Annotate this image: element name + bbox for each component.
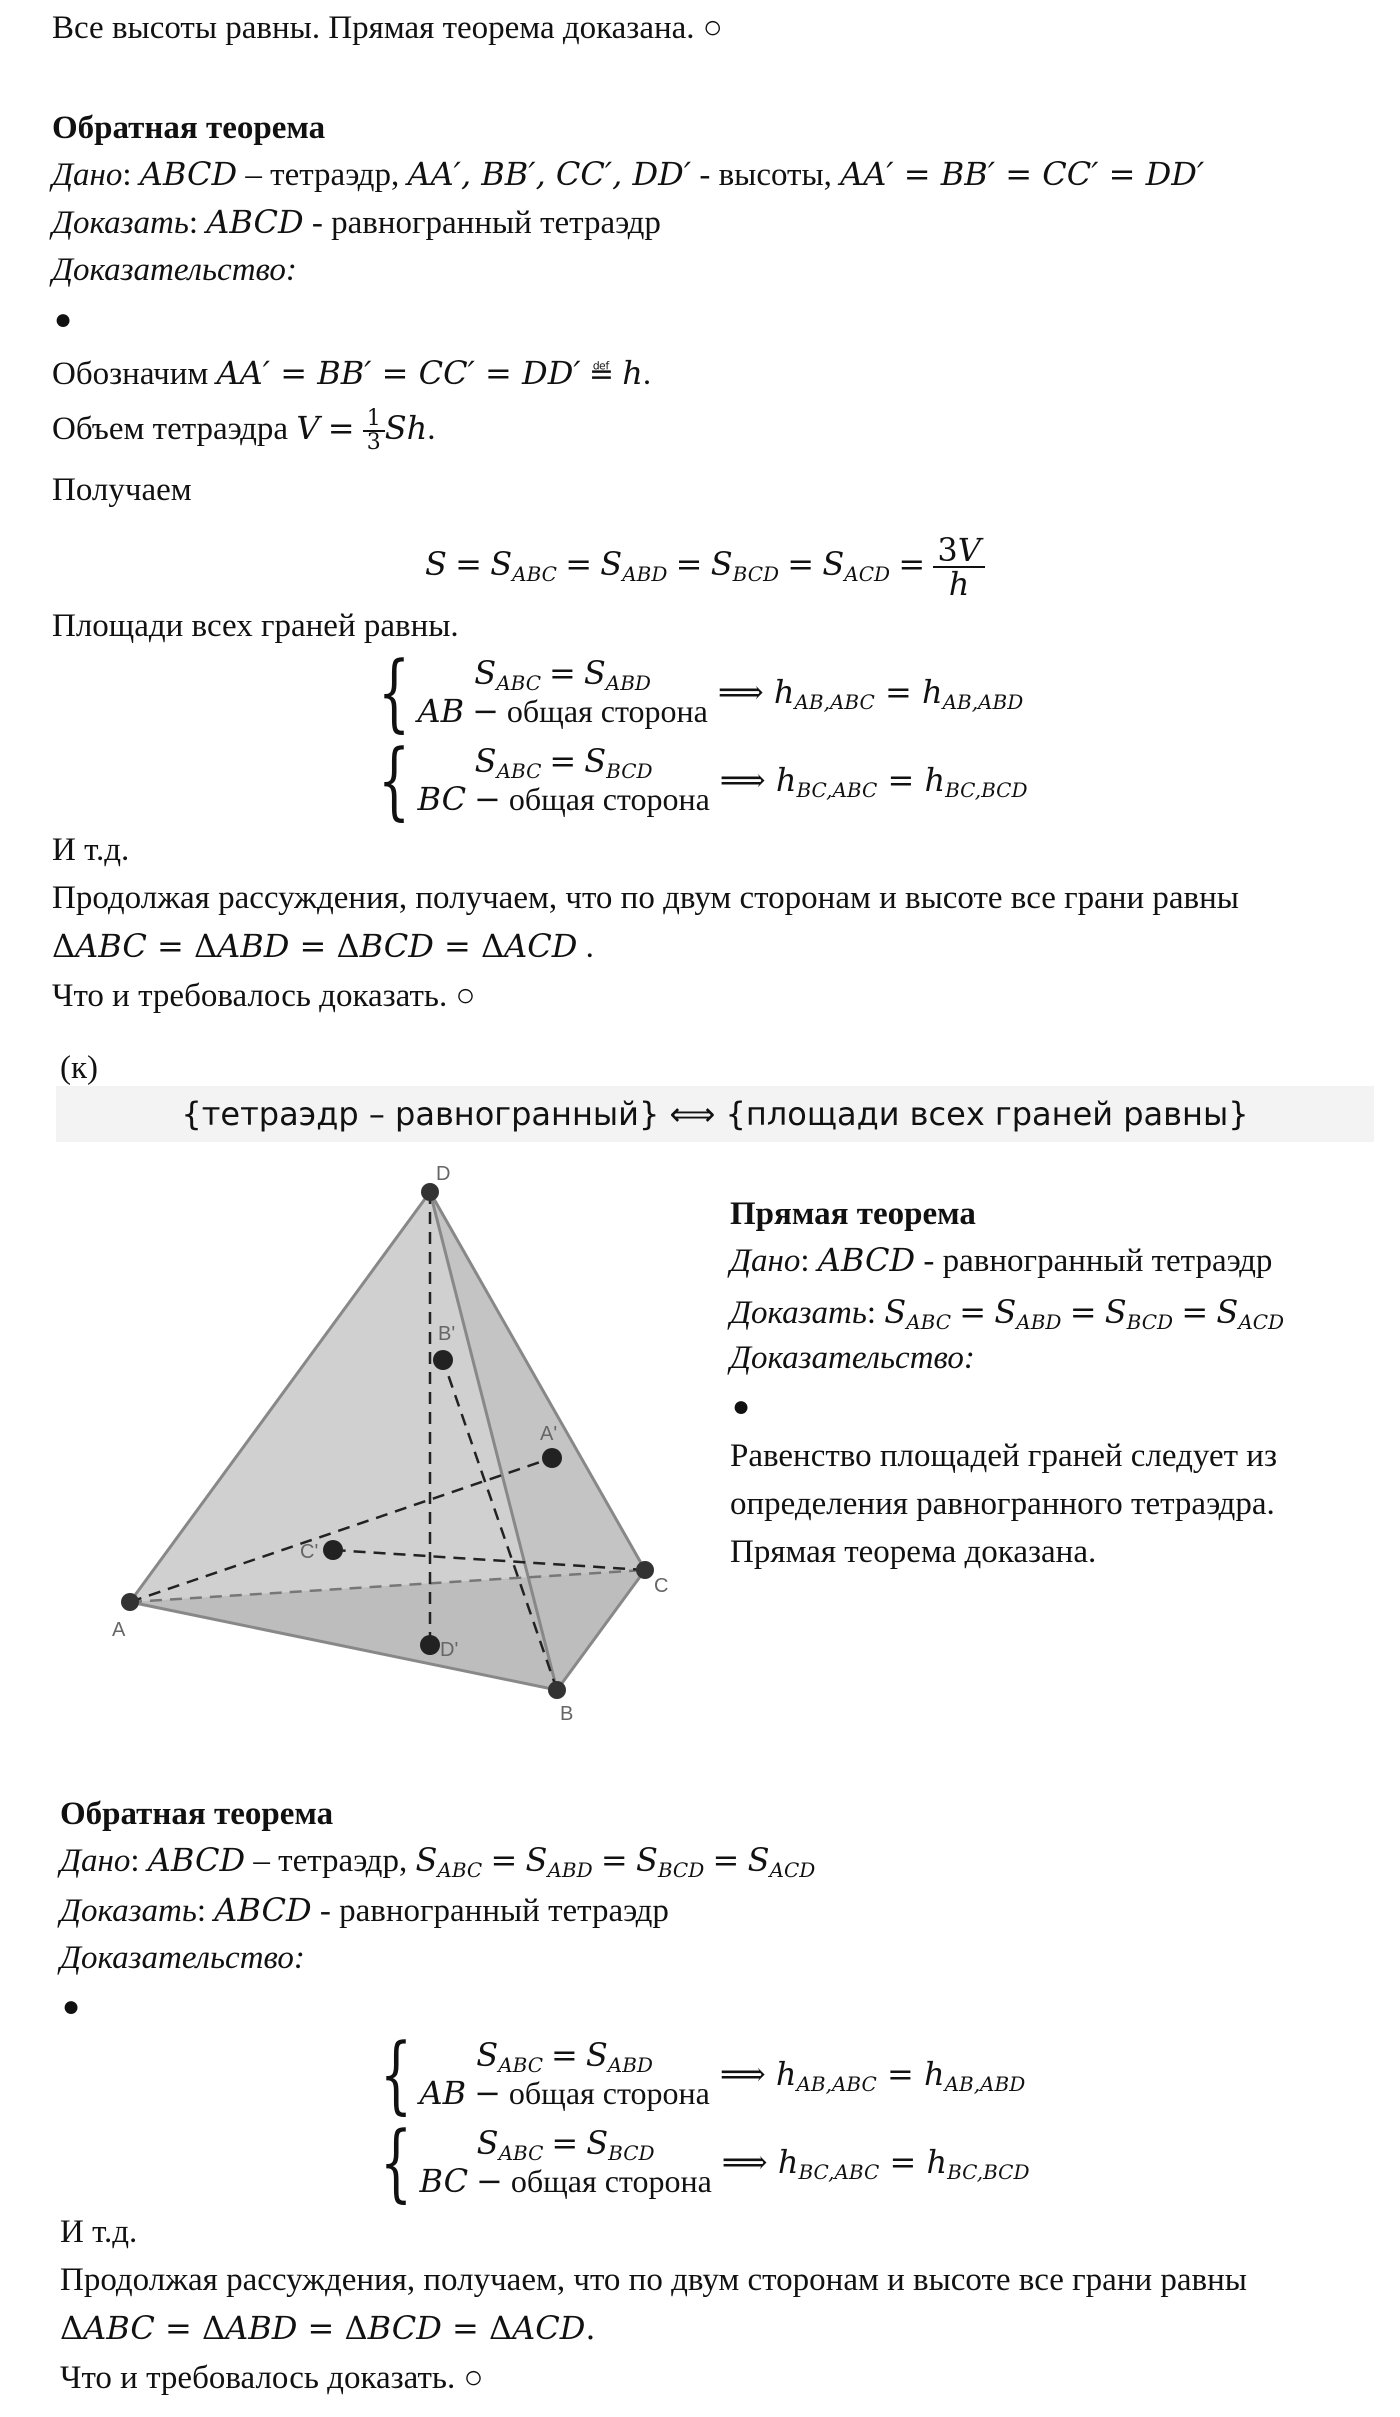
direct-bullet: ● — [732, 1390, 751, 1423]
label-d-prime: D' — [440, 1639, 459, 1661]
direct-prove-line: Доказать: $S_{ABC} = S_{ABD} = S_{BCD} = S_{ACD}$ — [730, 1293, 1285, 1334]
qed-line: Что и требовалось доказать. ○ — [52, 978, 476, 1014]
obtain-line: Получаем — [52, 472, 192, 508]
converse-heading: Обратная теорема — [52, 110, 326, 146]
triangles-line: ΔABC = ΔABD = ΔBCD = ΔACD . — [52, 927, 594, 965]
point-b-prime — [433, 1350, 453, 1370]
tetrahedron-figure — [100, 1160, 700, 1740]
converse2-bullet: ● — [62, 1990, 81, 2023]
proof-label: Доказательство: — [52, 252, 297, 288]
converse2-given-label: Дано — [60, 1843, 131, 1879]
denote-line: Обозначим AA′ = BB′ = CC′ = DD′ ≝ h. — [52, 354, 652, 392]
point-d-prime — [420, 1635, 440, 1655]
etc-line: И т.д. — [52, 832, 130, 868]
given-line: Дано: ABCD – тетраэдр, AA′, BB′, CC′, DD′ - высоты, AA′ = BB′ = CC′ = DD′ — [52, 155, 1205, 193]
direct-heading: Прямая теорема — [730, 1196, 976, 1232]
converse2-qed-line: Что и требовалось доказать. ○ — [60, 2360, 484, 2396]
direct-body-1: Равенство площадей граней следует из — [730, 1438, 1277, 1474]
given-label: Дано — [52, 157, 123, 193]
label-c-prime: C' — [300, 1541, 319, 1563]
converse2-prove-label: Доказать — [60, 1893, 197, 1929]
direct-proof-label: Доказательство: — [730, 1340, 975, 1376]
converse2-system-bc: { $S_{ABC} = S_{BCD}$ BC − общая сторона ⟹ $h_{BC,ABC} = h_{BC,BCD}$ — [380, 2113, 1030, 2211]
converse2-given-line: Дано: ABCD – тетраэдр, $S_{ABC} = S_{ABD} = S_{BCD} = S_{ACD}$ — [60, 1841, 816, 1882]
bullet: ● — [54, 303, 73, 336]
point-c — [636, 1561, 654, 1579]
prove-label: Доказать — [52, 205, 189, 241]
converse2-heading: Обратная теорема — [60, 1796, 334, 1832]
label-b: B — [560, 1703, 574, 1725]
equivalence-banner: {тетраэдр – равногранный} ⟺ {площади всех граней равны} — [56, 1086, 1374, 1142]
area-equation: $S = S_{ABC} = S_{ABD} = S_{BCD} = S_{ACD}$ = $\frac{3V}{h}$ — [425, 524, 985, 605]
continue-line: Продолжая рассуждения, получаем, что по двум сторонам и высоте все грани равны — [52, 880, 1239, 916]
converse2-system-ab: { $S_{ABC} = S_{ABD}$ AB − общая сторона ⟹ $h_{AB,ABC} = h_{AB,ABD}$ — [380, 2025, 1026, 2123]
section-label: (к) — [60, 1050, 99, 1086]
conclusion-line: Все высоты равны. Прямая теорема доказана. ○ — [52, 10, 723, 46]
all-equal-line: Площади всех граней равны. — [52, 608, 459, 644]
converse2-proof-label: Доказательство: — [60, 1940, 305, 1976]
point-a-prime — [542, 1448, 562, 1468]
label-b-prime: B' — [438, 1323, 456, 1345]
converse2-etc-line: И т.д. — [60, 2214, 138, 2250]
label-c: C — [654, 1575, 669, 1597]
label-d: D — [436, 1163, 451, 1185]
converse2-prove-line: Доказать: ABCD - равногранный тетраэдр — [60, 1891, 669, 1929]
label-a: A — [112, 1619, 126, 1641]
point-a — [121, 1593, 139, 1611]
direct-given-label: Дано — [730, 1243, 801, 1279]
point-d — [421, 1183, 439, 1201]
converse2-triangles-line: ΔABC = ΔABD = ΔBCD = ΔACD. — [60, 2309, 596, 2347]
point-c-prime — [323, 1540, 343, 1560]
volume-line: Объем тетраэдра V = $\frac{1}{3}$ Sh. — [52, 406, 436, 456]
point-b — [548, 1681, 566, 1699]
system-bc: { $S_{ABC} = S_{BCD}$ BC − общая сторона ⟹ $h_{BC,ABC} = h_{BC,BCD}$ — [378, 731, 1028, 829]
prove-line: Доказать: ABCD - равногранный тетраэдр — [52, 203, 661, 241]
system-ab: { $S_{ABC} = S_{ABD}$ AB − общая сторона ⟹ $h_{AB,ABC} = h_{AB,ABD}$ — [378, 643, 1024, 741]
converse2-continue-line: Продолжая рассуждения, получаем, что по двум сторонам и высоте все грани равны — [60, 2262, 1247, 2298]
direct-prove-label: Доказать — [730, 1295, 867, 1331]
direct-body-3: Прямая теорема доказана. — [730, 1534, 1097, 1570]
label-a-prime: A' — [540, 1423, 558, 1445]
direct-body-2: определения равногранного тетраэдра. — [730, 1486, 1275, 1522]
direct-given-line: Дано: ABCD - равногранный тетраэдр — [730, 1241, 1273, 1279]
